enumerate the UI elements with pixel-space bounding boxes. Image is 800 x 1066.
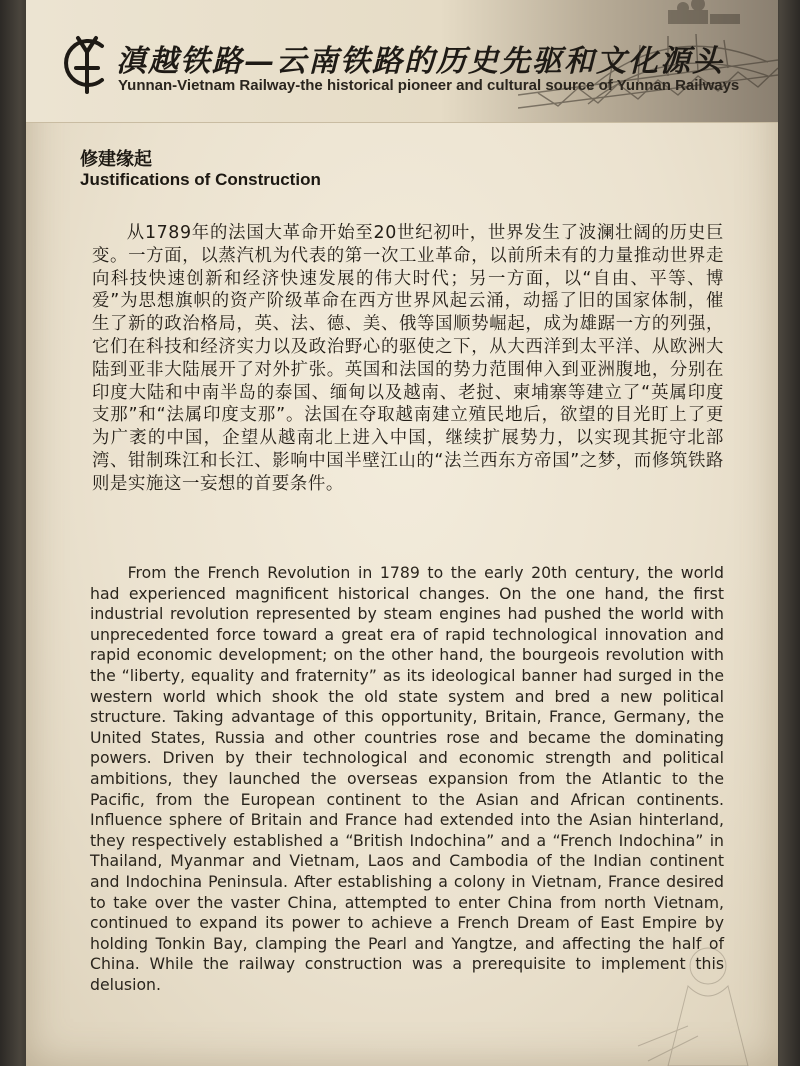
- background-sketch-decoration: [628, 926, 778, 1066]
- header-title-chinese: 滇越铁路—云南铁路的历史先驱和文化源头: [116, 44, 724, 79]
- body-paragraph-chinese: 从1789年的法国大革命开始至20世纪初叶，世界发生了波澜壮阔的历史巨变。一方面，以蒸汽机为代表的第一次工业革命，以前所未有的力量推动世界走向科技快速创新和经济快速发展的伟大时代；另一方面，以“自由、平等、博爱”为思想旗帜的资产阶级革命在西方世界风起云涌，动摇了旧的国家体制，催生了新的政治格局，英、法、德、美、俄等国顺势崛起，成为雄踞一方的列强，它们在科技和经济实力以及政治野心的驱使之下，从大西洋到太平洋、从欧洲大陆到亚非大陆展开了对外扩张。英国和法国的势力范围伸入到亚洲腹地，分别在印度大陆和中南半岛的泰国、缅甸以及越南、老挝、柬埔寨等建立了“英属印度支那”和“法属印度支那”。法国在夺取越南建立殖民地后，欲望的目光盯上了更为广袤的中国，企望从越南北上进入中国，继续扩展势力，以实现其扼守北部湾、钳制珠江和长江、影响中国半壁江山的“法兰西东方帝国”之梦，而修筑铁路则是实施这一妄想的首要条件。: [92, 223, 724, 494]
- body-paragraph-english: From the French Revolution in 1789 to the early 20th century, the world had experienced magnificent historical changes. On the one hand, the first industrial revolution represented by steam engines had pushed the world with unprecedented force toward a great era of rapid technological innovation and rapid economic development; on the other hand, the bourgeois revolution with the “liberty, equality and fraternity” as its ideological banner had surged in the western world which shook the old state system and bred a new political structure. Taking advantage of this opportunity, Britain, France, Germany, the United States, Russia and other countries rose and became the dominating powers. Driven by their technological and economic strength and political ambitions, they launched the overseas expansion from the Atlantic to the Pacific, from the European continent to the Asian and African continents. Influence sphere of Britain and France had extended into the Asian hinterland, they respectively established a “British Indochina” and a “French Indochina” in Thailand, Myanmar and Vietnam, Laos and Cambodia of the Indian continent and Indochina Peninsula. After establishing a colony in Vietnam, France desired to take over the vaster China, attempted to enter China from north Vietnam, continued to expand its power to achieve a French Dream of East Empire by holding Tonkin Bay, clamping the Pearl and Yangtze, and affecting the half of China. While the railway construction was a prerequisite to implement this delusion.: [90, 563, 724, 994]
- board-header: [26, 0, 778, 123]
- section-heading-chinese: 修建缘起: [80, 149, 152, 170]
- section-heading-english: Justifications of Construction: [80, 170, 321, 189]
- railway-logo-icon: [58, 28, 116, 98]
- exhibit-board: [26, 0, 778, 1066]
- header-title-english: Yunnan-Vietnam Railway-the historical pioneer and cultural source of Yunnan Railways: [118, 77, 740, 94]
